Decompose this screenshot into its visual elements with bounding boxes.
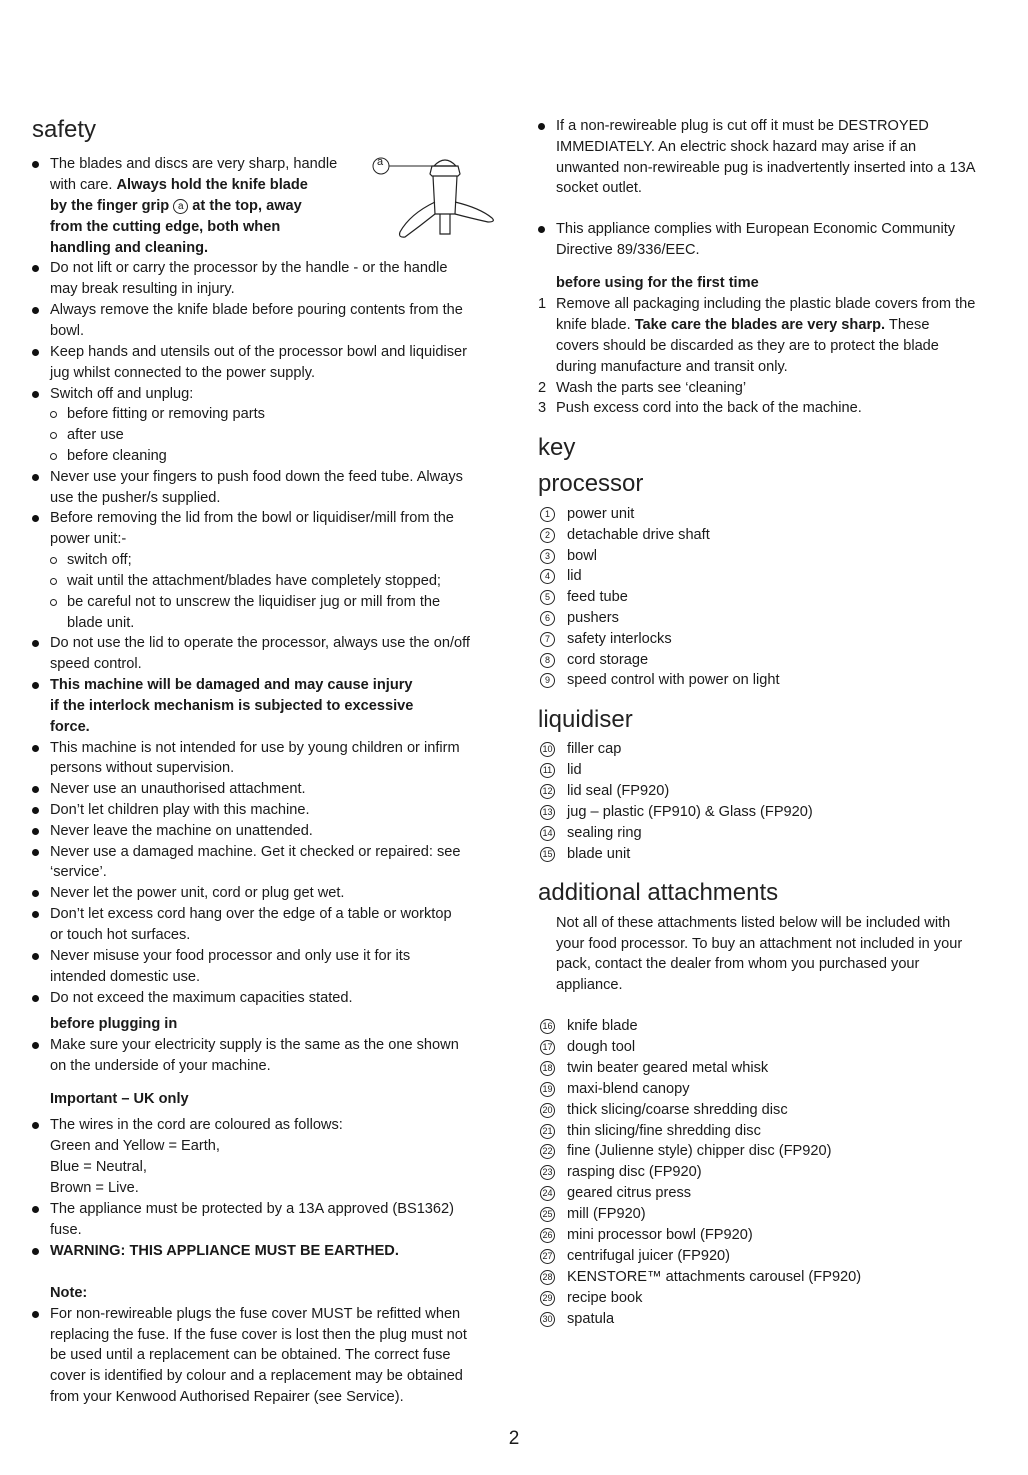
key-item-label: sealing ring <box>567 824 642 841</box>
safety-blade-line1: The blades and discs are very sharp, handle <box>50 156 338 172</box>
uk-line: Brown = Live. <box>50 1180 139 1196</box>
safety-line: Never use your fingers to push food down the feed tube. Always <box>50 469 463 485</box>
safety-line: blade unit. <box>67 615 135 631</box>
note-line: cover is identified by colour and a replacement may be obtained <box>50 1368 463 1384</box>
page-number: 2 <box>508 1428 520 1449</box>
key-item-label: lid <box>567 568 582 585</box>
first-time-heading: before using for the first time <box>556 275 759 291</box>
bullet <box>32 307 39 314</box>
safety-line: bowl. <box>50 323 85 339</box>
key-number: 30 <box>540 1312 555 1327</box>
bullet <box>32 849 39 856</box>
key-number: 29 <box>540 1291 555 1306</box>
safety-line: Do not exceed the maximum capacities stated. <box>50 990 353 1006</box>
attachments-heading: additional attachments <box>538 879 779 906</box>
note-line: be used until a replacement can be obtained. The correct fuse <box>50 1347 451 1363</box>
key-number: 25 <box>540 1207 555 1222</box>
safety-line: Never use an unauthorised attachment. <box>50 781 306 797</box>
key-number: 19 <box>540 1082 555 1097</box>
key-item-label: centrifugal juicer (FP920) <box>567 1247 731 1264</box>
key-number: 12 <box>540 784 555 799</box>
safety-line: Switch off and unplug: <box>50 386 194 402</box>
finger-grip-label: a <box>173 199 188 214</box>
safety-line: Keep hands and utensils out of the processor bowl and liquidiser <box>50 344 467 360</box>
safety-blade-line2 <box>50 175 308 196</box>
attachments-intro: Not all of these attachments listed below will be included with <box>556 915 951 931</box>
key-item-label: dough tool <box>567 1038 636 1055</box>
uk-only-heading: Important – UK only <box>50 1091 189 1107</box>
bullet <box>32 786 39 793</box>
key-number: 28 <box>540 1270 555 1285</box>
bullet <box>32 640 39 647</box>
key-item-label: KENSTORE™ attachments carousel (FP920) <box>567 1268 862 1285</box>
note-line: For non-rewireable plugs the fuse cover MUST be refitted when <box>50 1306 461 1322</box>
safety-line: use the pusher/s supplied. <box>50 490 221 506</box>
key-item-label: rasping disc (FP920) <box>567 1164 702 1181</box>
key-number: 17 <box>540 1040 555 1055</box>
key-number: 26 <box>540 1228 555 1243</box>
key-number: 6 <box>540 611 555 626</box>
sub-bullet <box>50 453 57 460</box>
key-item-label: spatula <box>567 1310 615 1327</box>
bullet <box>32 1248 39 1255</box>
step3: Push excess cord into the back of the machine. <box>556 400 862 416</box>
uk-line: fuse. <box>50 1222 82 1238</box>
bold-text: at the top, away <box>188 198 302 214</box>
safety-line: Never misuse your food processor and only use it for its <box>50 948 411 964</box>
key-number: 20 <box>540 1103 555 1118</box>
bullet <box>32 890 39 897</box>
key-number: 2 <box>540 528 555 543</box>
key-number: 24 <box>540 1186 555 1201</box>
bullet <box>32 828 39 835</box>
safety-line: persons without supervision. <box>50 760 235 776</box>
bullet <box>32 265 39 272</box>
key-item-label: pushers <box>567 610 619 626</box>
safety-line: Don’t let excess cord hang over the edge of a table or worktop <box>50 906 452 922</box>
before-plugging-line: Make sure your electricity supply is the same as the one shown <box>50 1037 459 1053</box>
safety-line: Never let the power unit, cord or plug get wet. <box>50 885 345 901</box>
bullet <box>32 515 39 522</box>
key-item-label: fine (Julienne style) chipper disc (FP920) <box>567 1143 832 1160</box>
safety-line: This machine will be damaged and may cause injury <box>50 677 413 693</box>
safety-blade-line4: from the cutting edge, both when <box>50 219 281 235</box>
key-item-label: bowl <box>567 547 598 564</box>
attachments-intro: your food processor. To buy an attachment not included in your <box>556 936 963 952</box>
safety-line: Never leave the machine on unattended. <box>50 823 313 839</box>
key-item-label: geared citrus press <box>567 1185 692 1202</box>
plug-line: unwanted non-rewireable pug is inadvertently inserted into a 13A <box>556 160 976 176</box>
key-number: 21 <box>540 1124 555 1139</box>
step-number: 1 <box>538 296 547 312</box>
key-number: 1 <box>540 507 555 522</box>
note-line: from your Kenwood Authorised Repairer (see Service). <box>50 1389 404 1405</box>
safety-line: after use <box>67 427 124 443</box>
safety-line: be careful not to unscrew the liquidiser jug or mill from the <box>67 594 441 610</box>
bullet <box>538 226 545 233</box>
step1-line1: Remove all packaging including the plastic blade covers from the <box>556 296 976 312</box>
before-plugging-line: on the underside of your machine. <box>50 1058 271 1074</box>
key-number: 15 <box>540 847 555 862</box>
knife-blade-illustration <box>370 152 500 244</box>
step2: Wash the parts see ‘cleaning’ <box>556 380 747 396</box>
safety-line: before fitting or removing parts <box>67 406 265 422</box>
bold-text: Always hold the knife blade <box>116 177 308 193</box>
key-item-label: blade unit <box>567 845 631 862</box>
bold-text: Take care the blades are very sharp. <box>634 317 886 333</box>
step1-line4: during manufacture and transit only. <box>556 359 788 375</box>
safety-line: Never use a damaged machine. Get it checked or repaired: see <box>50 844 461 860</box>
text: These <box>885 317 930 333</box>
safety-blade-line5: handling and cleaning. <box>50 240 209 256</box>
step1-line2 <box>556 315 929 336</box>
bullet <box>32 1206 39 1213</box>
key-item-label: thin slicing/fine shredding disc <box>567 1122 761 1139</box>
key-number: 7 <box>540 632 555 647</box>
safety-line: switch off; <box>67 552 132 568</box>
sub-bullet <box>50 599 57 606</box>
safety-line: intended domestic use. <box>50 969 201 985</box>
safety-line: may break resulting in injury. <box>50 281 235 297</box>
key-item-label: jug – plastic (FP910) & Glass (FP920) <box>567 803 813 820</box>
key-item-label: lid seal (FP920) <box>567 782 670 799</box>
key-item-label: cord storage <box>567 651 649 668</box>
key-number: 9 <box>540 673 555 688</box>
key-number: 11 <box>540 763 555 778</box>
blade-label: a <box>377 156 384 168</box>
plug-line: IMMEDIATELY. An electric shock hazard may arise if an <box>556 139 917 155</box>
key-number: 16 <box>540 1019 555 1034</box>
uk-line: The wires in the cord are coloured as follows: <box>50 1117 343 1133</box>
bullet <box>32 1311 39 1318</box>
key-number: 23 <box>540 1165 555 1180</box>
bullet <box>32 1042 39 1049</box>
key-item-label: speed control with power on light <box>567 672 780 689</box>
key-item-label: thick slicing/coarse shredding disc <box>567 1101 788 1118</box>
safety-line: This machine is not intended for use by young children or infirm <box>50 740 460 756</box>
bullet <box>32 807 39 814</box>
bullet <box>32 161 39 168</box>
key-number: 14 <box>540 826 555 841</box>
key-heading: key <box>538 434 576 461</box>
uk-line: Green and Yellow = Earth, <box>50 1138 220 1154</box>
sub-bullet <box>50 411 57 418</box>
step-number: 2 <box>538 380 547 396</box>
plug-line: If a non-rewireable plug is cut off it must be DESTROYED <box>556 118 929 134</box>
liquidiser-heading: liquidiser <box>538 706 633 733</box>
key-number: 5 <box>540 590 555 605</box>
earthed-warning: WARNING: THIS APPLIANCE MUST BE EARTHED. <box>50 1243 399 1259</box>
bullet <box>32 1122 39 1129</box>
key-number: 22 <box>540 1144 555 1159</box>
key-item-label: power unit <box>567 506 635 522</box>
text: with care. <box>50 177 117 193</box>
key-number: 8 <box>540 653 555 668</box>
uk-line: The appliance must be protected by a 13A approved (BS1362) <box>50 1201 455 1217</box>
safety-line: Do not use the lid to operate the processor, always use the on/off <box>50 635 470 651</box>
attachments-intro: appliance. <box>556 977 623 993</box>
bullet <box>32 391 39 398</box>
safety-line: power unit:- <box>50 531 127 547</box>
sub-bullet <box>50 578 57 585</box>
plug-line: socket outlet. <box>556 180 642 196</box>
safety-line: or touch hot surfaces. <box>50 927 191 943</box>
sub-bullet <box>50 432 57 439</box>
safety-line: wait until the attachment/blades have completely stopped; <box>67 573 441 589</box>
bullet <box>32 474 39 481</box>
key-number: 13 <box>540 805 555 820</box>
step1-line3: covers should be discarded as they are to protect the blade <box>556 338 939 354</box>
safety-line: speed control. <box>50 656 142 672</box>
key-item-label: mini processor bowl (FP920) <box>567 1227 753 1243</box>
safety-line: if the interlock mechanism is subjected to excessive <box>50 698 414 714</box>
key-item-label: mill (FP920) <box>567 1206 646 1223</box>
key-item-label: filler cap <box>567 741 622 757</box>
safety-line: Before removing the lid from the bowl or liquidiser/mill from the <box>50 510 454 526</box>
safety-blade-line3 <box>50 196 302 217</box>
bullet <box>538 123 545 130</box>
key-item-label: recipe book <box>567 1289 643 1306</box>
bold-text: by the finger grip <box>50 198 174 214</box>
before-plugging-heading: before plugging in <box>50 1016 178 1032</box>
key-item-label: knife blade <box>567 1018 638 1034</box>
note-heading: Note: <box>50 1285 88 1301</box>
note-line: replacing the fuse. If the fuse cover is lost then the plug must not <box>50 1327 467 1343</box>
safety-line: before cleaning <box>67 448 167 464</box>
key-number: 18 <box>540 1061 555 1076</box>
bullet <box>32 349 39 356</box>
safety-line: Don’t let children play with this machine. <box>50 802 310 818</box>
key-item-label: lid <box>567 761 582 778</box>
safety-line: Do not lift or carry the processor by the handle - or the handle <box>50 260 448 276</box>
attachments-intro: pack, contact the dealer from whom you purchased your <box>556 956 920 972</box>
safety-line: Always remove the knife blade before pouring contents from the <box>50 302 463 318</box>
directive-line: Directive 89/336/EEC. <box>556 242 700 258</box>
key-item-label: detachable drive shaft <box>567 526 710 543</box>
bullet <box>32 995 39 1002</box>
text: knife blade. <box>556 317 635 333</box>
key-item-label: twin beater geared metal whisk <box>567 1059 769 1076</box>
safety-line: force. <box>50 719 90 735</box>
key-number: 3 <box>540 549 555 564</box>
directive-line: This appliance complies with European Economic Community <box>556 221 956 237</box>
safety-line: jug whilst connected to the power supply. <box>50 365 316 381</box>
key-number: 27 <box>540 1249 555 1264</box>
step-number: 3 <box>538 400 547 416</box>
sub-bullet <box>50 557 57 564</box>
key-item-label: safety interlocks <box>567 630 672 647</box>
bullet <box>32 911 39 918</box>
processor-heading: processor <box>538 470 644 497</box>
uk-line: Blue = Neutral, <box>50 1159 147 1175</box>
key-number: 4 <box>540 569 555 584</box>
safety-heading: safety <box>32 116 97 143</box>
bullet <box>32 745 39 752</box>
key-item-label: maxi-blend canopy <box>567 1080 690 1097</box>
bullet <box>32 953 39 960</box>
key-number: 10 <box>540 742 555 757</box>
bullet <box>32 682 39 689</box>
key-item-label: feed tube <box>567 589 628 606</box>
safety-line: ‘service’. <box>50 864 107 880</box>
